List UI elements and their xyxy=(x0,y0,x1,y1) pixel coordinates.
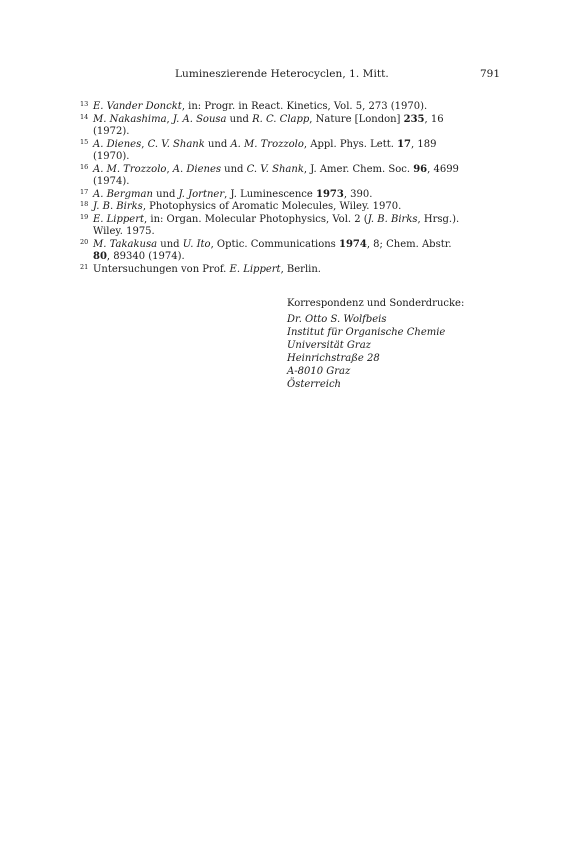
correspondence-line: Dr. Otto S. Wolfbeis xyxy=(287,314,387,325)
reference-13 xyxy=(80,101,504,114)
reference-volume: 96 xyxy=(413,163,428,175)
correspondence-line: Institut für Organische Chemie xyxy=(287,327,446,338)
reference-18 xyxy=(80,201,504,214)
reference-author: A. Bergman xyxy=(93,188,153,200)
reference-text: , Hrsg.). xyxy=(417,213,460,225)
correspondence-heading: Korrespondenz und Sonderdrucke: xyxy=(287,298,465,309)
reference-21 xyxy=(80,264,504,277)
reference-author: R. C. Clapp xyxy=(252,113,310,125)
page-number: 791 xyxy=(479,68,500,80)
reference-author: M. Nakashima xyxy=(93,113,167,125)
reference-20 xyxy=(80,239,504,264)
reference-year: 1974 xyxy=(338,238,367,250)
reference-separator: und xyxy=(204,138,231,150)
reference-17 xyxy=(80,189,504,202)
reference-year: 1973 xyxy=(315,188,344,200)
reference-text: , 8; Chem. Abstr. xyxy=(366,238,452,250)
reference-volume: 80 xyxy=(93,251,107,262)
reference-editor: J. B. Birks xyxy=(367,213,418,225)
reference-author: E. Vander Donckt xyxy=(93,101,182,112)
reference-continuation: Wiley. 1975. xyxy=(93,226,155,237)
reference-number: 13 xyxy=(80,100,89,108)
reference-author: C. V. Shank xyxy=(246,163,304,175)
reference-list xyxy=(80,101,504,276)
reference-19 xyxy=(80,214,504,239)
reference-15 xyxy=(80,139,504,164)
reference-text: , Berlin. xyxy=(280,263,321,275)
reference-text: , J. Luminescence xyxy=(224,188,316,200)
reference-number: 15 xyxy=(80,137,89,146)
reference-text: , Nature [London] xyxy=(309,113,404,125)
reference-text: , in: Progr. in React. Kinetics, Vol. 5, 273 (1970). xyxy=(181,101,428,112)
reference-number: 18 xyxy=(80,200,89,208)
reference-separator: und xyxy=(157,238,183,250)
reference-author: E. Lippert xyxy=(229,263,281,275)
reference-author: A. M. Trozzolo xyxy=(230,138,304,150)
correspondence-block xyxy=(287,297,517,391)
reference-number: 17 xyxy=(80,187,89,196)
reference-continuation: , 89340 (1974). xyxy=(106,251,185,262)
reference-continuation: (1970). xyxy=(93,151,130,162)
reference-text: , 189 xyxy=(411,138,437,150)
reference-separator: , xyxy=(166,113,173,125)
reference-separator: und xyxy=(152,188,179,200)
reference-author: C. V. Shank xyxy=(147,138,205,150)
running-title: Lumineszierende Heterocyclen, 1. Mitt. xyxy=(175,68,389,80)
reference-text: , Appl. Phys. Lett. xyxy=(303,138,398,150)
correspondence-line: Heinrichstraße 28 xyxy=(287,353,380,364)
reference-separator: , xyxy=(141,138,148,150)
reference-text: , 16 xyxy=(424,113,444,125)
reference-volume: 235 xyxy=(403,113,425,125)
reference-continuation: (1972). xyxy=(93,126,130,137)
reference-number: 16 xyxy=(80,162,89,171)
reference-author: A. Dienes xyxy=(93,138,142,150)
reference-author: A. M. Trozzolo xyxy=(93,163,167,175)
reference-text: Untersuchungen von Prof. xyxy=(93,263,230,275)
reference-text: , Photophysics of Aromatic Molecules, Wiley. 1970. xyxy=(142,201,402,212)
reference-text: , 390. xyxy=(343,188,373,200)
reference-author: J. Jortner xyxy=(178,188,225,200)
reference-volume: 17 xyxy=(397,138,412,150)
reference-number: 20 xyxy=(80,237,89,246)
reference-text: , J. Amer. Chem. Soc. xyxy=(303,163,414,175)
reference-author: M. Takakusa xyxy=(93,238,158,250)
reference-number: 14 xyxy=(80,112,89,121)
reference-author: E. Lippert xyxy=(93,213,145,225)
reference-text: , 4699 xyxy=(427,163,459,175)
reference-separator: und xyxy=(226,113,253,125)
correspondence-line: A-8010 Graz xyxy=(287,366,351,377)
running-head xyxy=(80,68,500,86)
reference-author: J. A. Sousa xyxy=(172,113,227,125)
reference-number: 19 xyxy=(80,212,89,221)
reference-author: J. B. Birks xyxy=(93,201,143,212)
reference-text: , Optic. Communications xyxy=(210,238,339,250)
reference-separator: und xyxy=(221,163,247,175)
reference-text: , in: Organ. Molecular Photophysics, Vol. 2 ( xyxy=(144,213,368,225)
reference-author: A. Dienes xyxy=(172,163,221,175)
reference-16 xyxy=(80,164,504,189)
correspondence-line: Österreich xyxy=(287,379,341,390)
reference-author: U. Ito xyxy=(182,238,211,250)
reference-number: 21 xyxy=(80,262,89,271)
reference-separator: , xyxy=(166,163,173,175)
correspondence-line: Universität Graz xyxy=(287,340,371,351)
reference-14 xyxy=(80,114,504,139)
reference-continuation: (1974). xyxy=(93,176,130,187)
